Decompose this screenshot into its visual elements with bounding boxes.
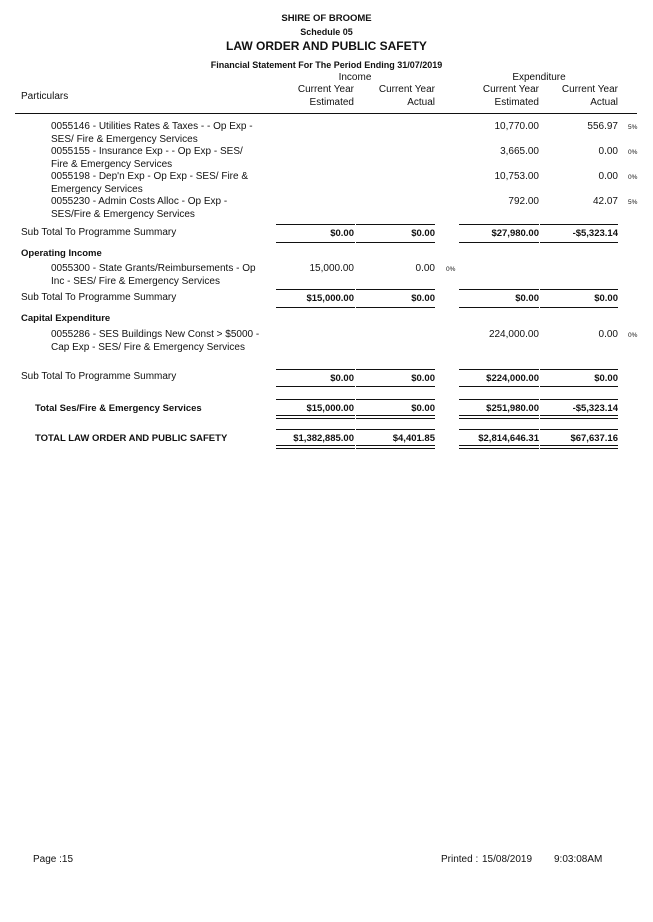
income-actual-cell: $0.00 (411, 403, 435, 414)
row-description: 0055198 - Dep'n Exp - Op Exp - SES/ Fire & Emergency Services (51, 171, 249, 195)
income-actual-cell: $4,401.85 (392, 433, 435, 444)
section-heading: Operating Income (21, 248, 102, 259)
expenditure-actual-cell: 42.07 (592, 196, 618, 207)
subtotal-rule (276, 224, 355, 225)
percent-cell: 0% (628, 332, 638, 339)
percent-cell: 0% (446, 266, 456, 273)
subtotal-rule (276, 289, 355, 290)
total-double-rule (540, 445, 618, 449)
total-rule (459, 399, 539, 400)
subtotal-label: Sub Total To Programme Summary (21, 371, 177, 382)
total-rule (356, 429, 435, 430)
total-rule (276, 429, 355, 430)
total-rule (276, 399, 355, 400)
income-actual-cell: 0.00 (415, 263, 435, 274)
subtotal-rule (540, 307, 618, 308)
income-estimated-cell: $1,382,885.00 (293, 433, 354, 444)
percent-cell: 0% (628, 149, 638, 156)
subtotal-rule (459, 242, 539, 243)
expenditure-actual-header-line2: Actual (590, 97, 618, 108)
subtotal-rule (276, 369, 355, 370)
total-rule (540, 399, 618, 400)
subtotal-rule (276, 386, 355, 387)
expenditure-actual-cell: $0.00 (594, 373, 618, 384)
expenditure-estimated-cell: 10,770.00 (494, 121, 539, 132)
total-rule (459, 429, 539, 430)
income-estimated-header-line1: Current Year (297, 84, 354, 95)
subtotal-rule (540, 242, 618, 243)
percent-cell: 0% (628, 174, 638, 181)
expenditure-actual-cell: $0.00 (594, 293, 618, 304)
subtotal-rule (459, 224, 539, 225)
total-double-rule (356, 415, 435, 419)
printed-time: 9:03:08AM (554, 854, 603, 865)
header-rule (15, 113, 637, 114)
total-double-rule (276, 445, 355, 449)
expenditure-estimated-cell: 3,665.00 (500, 146, 539, 157)
income-estimated-cell: 15,000.00 (309, 263, 354, 274)
subtotal-rule (540, 224, 618, 225)
total-label: Total Ses/Fire & Emergency Services (35, 403, 202, 414)
expenditure-estimated-cell: $251,980.00 (486, 403, 539, 414)
income-actual-cell: $0.00 (411, 293, 435, 304)
subtotal-rule (356, 242, 435, 243)
subtotal-rule (276, 307, 355, 308)
printed-label: Printed : (441, 854, 479, 865)
subtotal-rule (459, 369, 539, 370)
income-estimated-cell: $0.00 (330, 228, 354, 239)
percent-cell: 5% (628, 124, 638, 131)
subtotal-rule (540, 386, 618, 387)
expenditure-estimated-header-line2: Estimated (494, 97, 539, 108)
subtotal-rule (459, 289, 539, 290)
expenditure-estimated-cell: 10,753.00 (494, 171, 539, 182)
income-actual-cell: $0.00 (411, 228, 435, 239)
particulars-header: Particulars (21, 91, 69, 102)
income-actual-header-line2: Actual (407, 97, 435, 108)
section-heading: Capital Expenditure (21, 313, 111, 324)
subtotal-label: Sub Total To Programme Summary (21, 227, 177, 238)
expenditure-actual-cell: 0.00 (598, 329, 618, 340)
row-description: 0055155 - Insurance Exp - - Op Exp - SES/ Fire & Emergency Services (51, 146, 243, 170)
subtotal-rule (356, 386, 435, 387)
total-double-rule (276, 415, 355, 419)
expenditure-actual-cell: 556.97 (587, 121, 618, 132)
expenditure-actual-cell: 0.00 (598, 146, 618, 157)
income-header: Income (338, 72, 372, 83)
grand-total-label: TOTAL LAW ORDER AND PUBLIC SAFETY (35, 433, 228, 444)
total-rule (356, 399, 435, 400)
total-double-rule (459, 415, 539, 419)
subtotal-rule (459, 386, 539, 387)
income-estimated-cell: $15,000.00 (306, 403, 354, 414)
row-description: 0055300 - State Grants/Reimbursements - Op Inc - SES/ Fire & Emergency Services (51, 263, 256, 287)
row-description: 0055146 - Utilities Rates & Taxes - - Op Exp - SES/ Fire & Emergency Services (51, 121, 253, 145)
expenditure-estimated-cell: $2,814,646.31 (478, 433, 539, 444)
expenditure-estimated-cell: 224,000.00 (488, 329, 539, 340)
expenditure-actual-cell: -$5,323.14 (572, 228, 618, 239)
subtotal-rule (356, 307, 435, 308)
subtotal-rule (356, 369, 435, 370)
income-actual-cell: $0.00 (411, 373, 435, 384)
row-description: 0055286 - SES Buildings New Const > $5000 - Cap Exp - SES/ Fire & Emergency Services (51, 329, 260, 353)
expenditure-actual-cell: $67,637.16 (570, 433, 618, 444)
expenditure-estimated-cell: $0.00 (515, 293, 539, 304)
expenditure-estimated-cell: $27,980.00 (491, 228, 539, 239)
income-estimated-cell: $15,000.00 (306, 293, 354, 304)
period-subtitle: Financial Statement For The Period Ending 31/07/2019 (210, 60, 443, 70)
expenditure-estimated-header-line1: Current Year (482, 84, 539, 95)
total-double-rule (459, 445, 539, 449)
income-actual-header-line1: Current Year (378, 84, 435, 95)
expenditure-header: Expenditure (512, 72, 566, 83)
subtotal-label: Sub Total To Programme Summary (21, 292, 177, 303)
total-double-rule (540, 415, 618, 419)
page-number: Page :15 (33, 854, 74, 865)
expenditure-estimated-cell: 792.00 (508, 196, 539, 207)
expenditure-actual-cell: 0.00 (598, 171, 618, 182)
schedule-number: Schedule 05 (300, 27, 353, 37)
total-double-rule (356, 445, 435, 449)
total-rule (540, 429, 618, 430)
subtotal-rule (540, 369, 618, 370)
organisation-name: SHIRE OF BROOME (281, 13, 372, 24)
percent-cell: 5% (628, 199, 638, 206)
row-description: 0055230 - Admin Costs Alloc - Op Exp - SES/Fire & Emergency Services (51, 196, 228, 220)
subtotal-rule (540, 289, 618, 290)
income-estimated-cell: $0.00 (330, 373, 354, 384)
subtotal-rule (459, 307, 539, 308)
expenditure-actual-header-line1: Current Year (561, 84, 618, 95)
income-estimated-header-line2: Estimated (309, 97, 354, 108)
subtotal-rule (276, 242, 355, 243)
printed-date: 15/08/2019 (482, 854, 533, 865)
page-title: LAW ORDER AND PUBLIC SAFETY (226, 39, 427, 53)
expenditure-actual-cell: -$5,323.14 (572, 403, 618, 414)
subtotal-rule (356, 224, 435, 225)
subtotal-rule (356, 289, 435, 290)
expenditure-estimated-cell: $224,000.00 (486, 373, 539, 384)
